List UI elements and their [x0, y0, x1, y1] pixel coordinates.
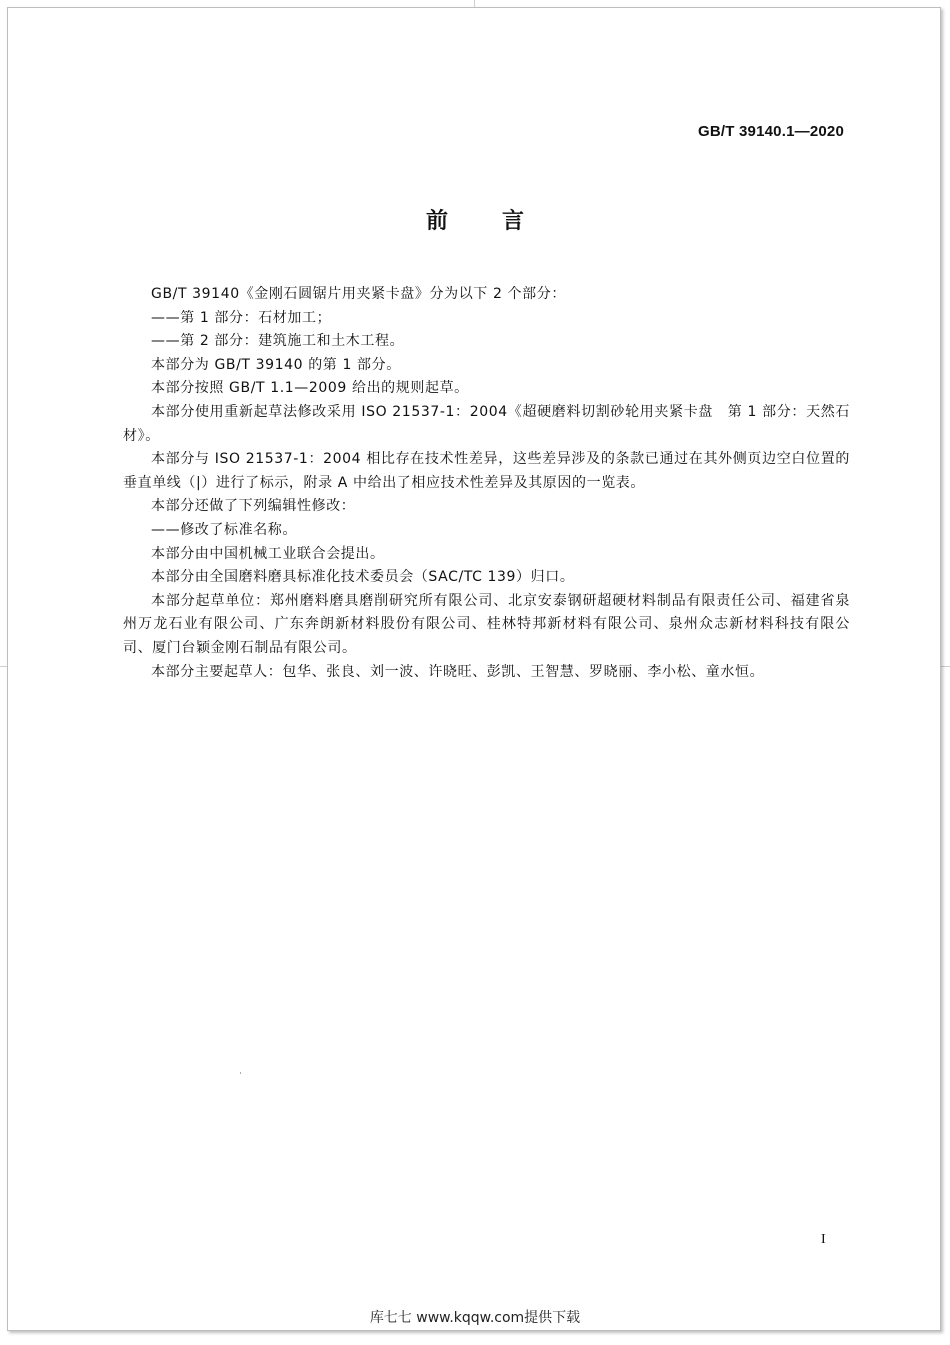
paragraph-editorial-changes: 本部分还做了下列编辑性修改： — [151, 498, 356, 515]
paragraph-drafting-units: 本部分起草单位：郑州磨料磨具磨削研究所有限公司、北京安泰钢研超硬材料制品有限责任公司、福建省泉州万龙石业有限公司、广东奔朗新材料股份有限公司、桂林特邦新材料有限公司、泉州众志新材料科技有限公司、厦门台颖金刚石制品有限公司。 — [123, 592, 850, 656]
paragraph-drafting-rules: 本部分按照 GB/T 1.1—2009 给出的规则起草。 — [151, 380, 469, 397]
paragraph-technical-differences: 本部分与 ISO 21537-1：2004 相比存在技术性差异，这些差异涉及的条款已通过在其外侧页边空白位置的垂直单线（|）进行了标示，附录 A 中给出了相应技术性差异及其原因的一览表。 — [123, 451, 850, 491]
crop-mark-right — [940, 666, 950, 667]
scan-speck — [240, 1072, 241, 1074]
paragraph-part-1: ——第 1 部分：石材加工； — [151, 309, 332, 326]
paragraph-proposer: 本部分由中国机械工业联合会提出。 — [151, 545, 385, 562]
download-footer: 库七七 www.kqqw.com提供下载 — [369, 1310, 581, 1326]
paragraph-part-2: ——第 2 部分：建筑施工和土木工程。 — [151, 333, 405, 350]
paragraph-this-part: 本部分为 GB/T 39140 的第 1 部分。 — [151, 356, 401, 373]
paragraph-iso-adoption: 本部分使用重新起草法修改采用 ISO 21537-1：2004《超硬磨料切割砂轮用夹紧卡盘 第 1 部分：天然石材》。 — [123, 403, 850, 444]
paragraph-committee: 本部分由全国磨料磨具标准化技术委员会（SAC/TC 139）归口。 — [151, 569, 575, 586]
page-title: 前言 — [425, 209, 578, 234]
page-number: I — [821, 1232, 826, 1247]
document-body — [123, 283, 850, 684]
standard-code: GB/T 39140.1—2020 — [698, 123, 844, 140]
paragraph-title-change: ——修改了标准名称。 — [151, 521, 297, 538]
paragraph-parts-intro: GB/T 39140《金刚石圆锯片用夹紧卡盘》分为以下 2 个部分： — [151, 286, 566, 302]
paragraph-drafters: 本部分主要起草人：包华、张良、刘一波、许晓旺、彭凯、王智慧、罗晓丽、李小松、童水恒。 — [151, 663, 765, 680]
